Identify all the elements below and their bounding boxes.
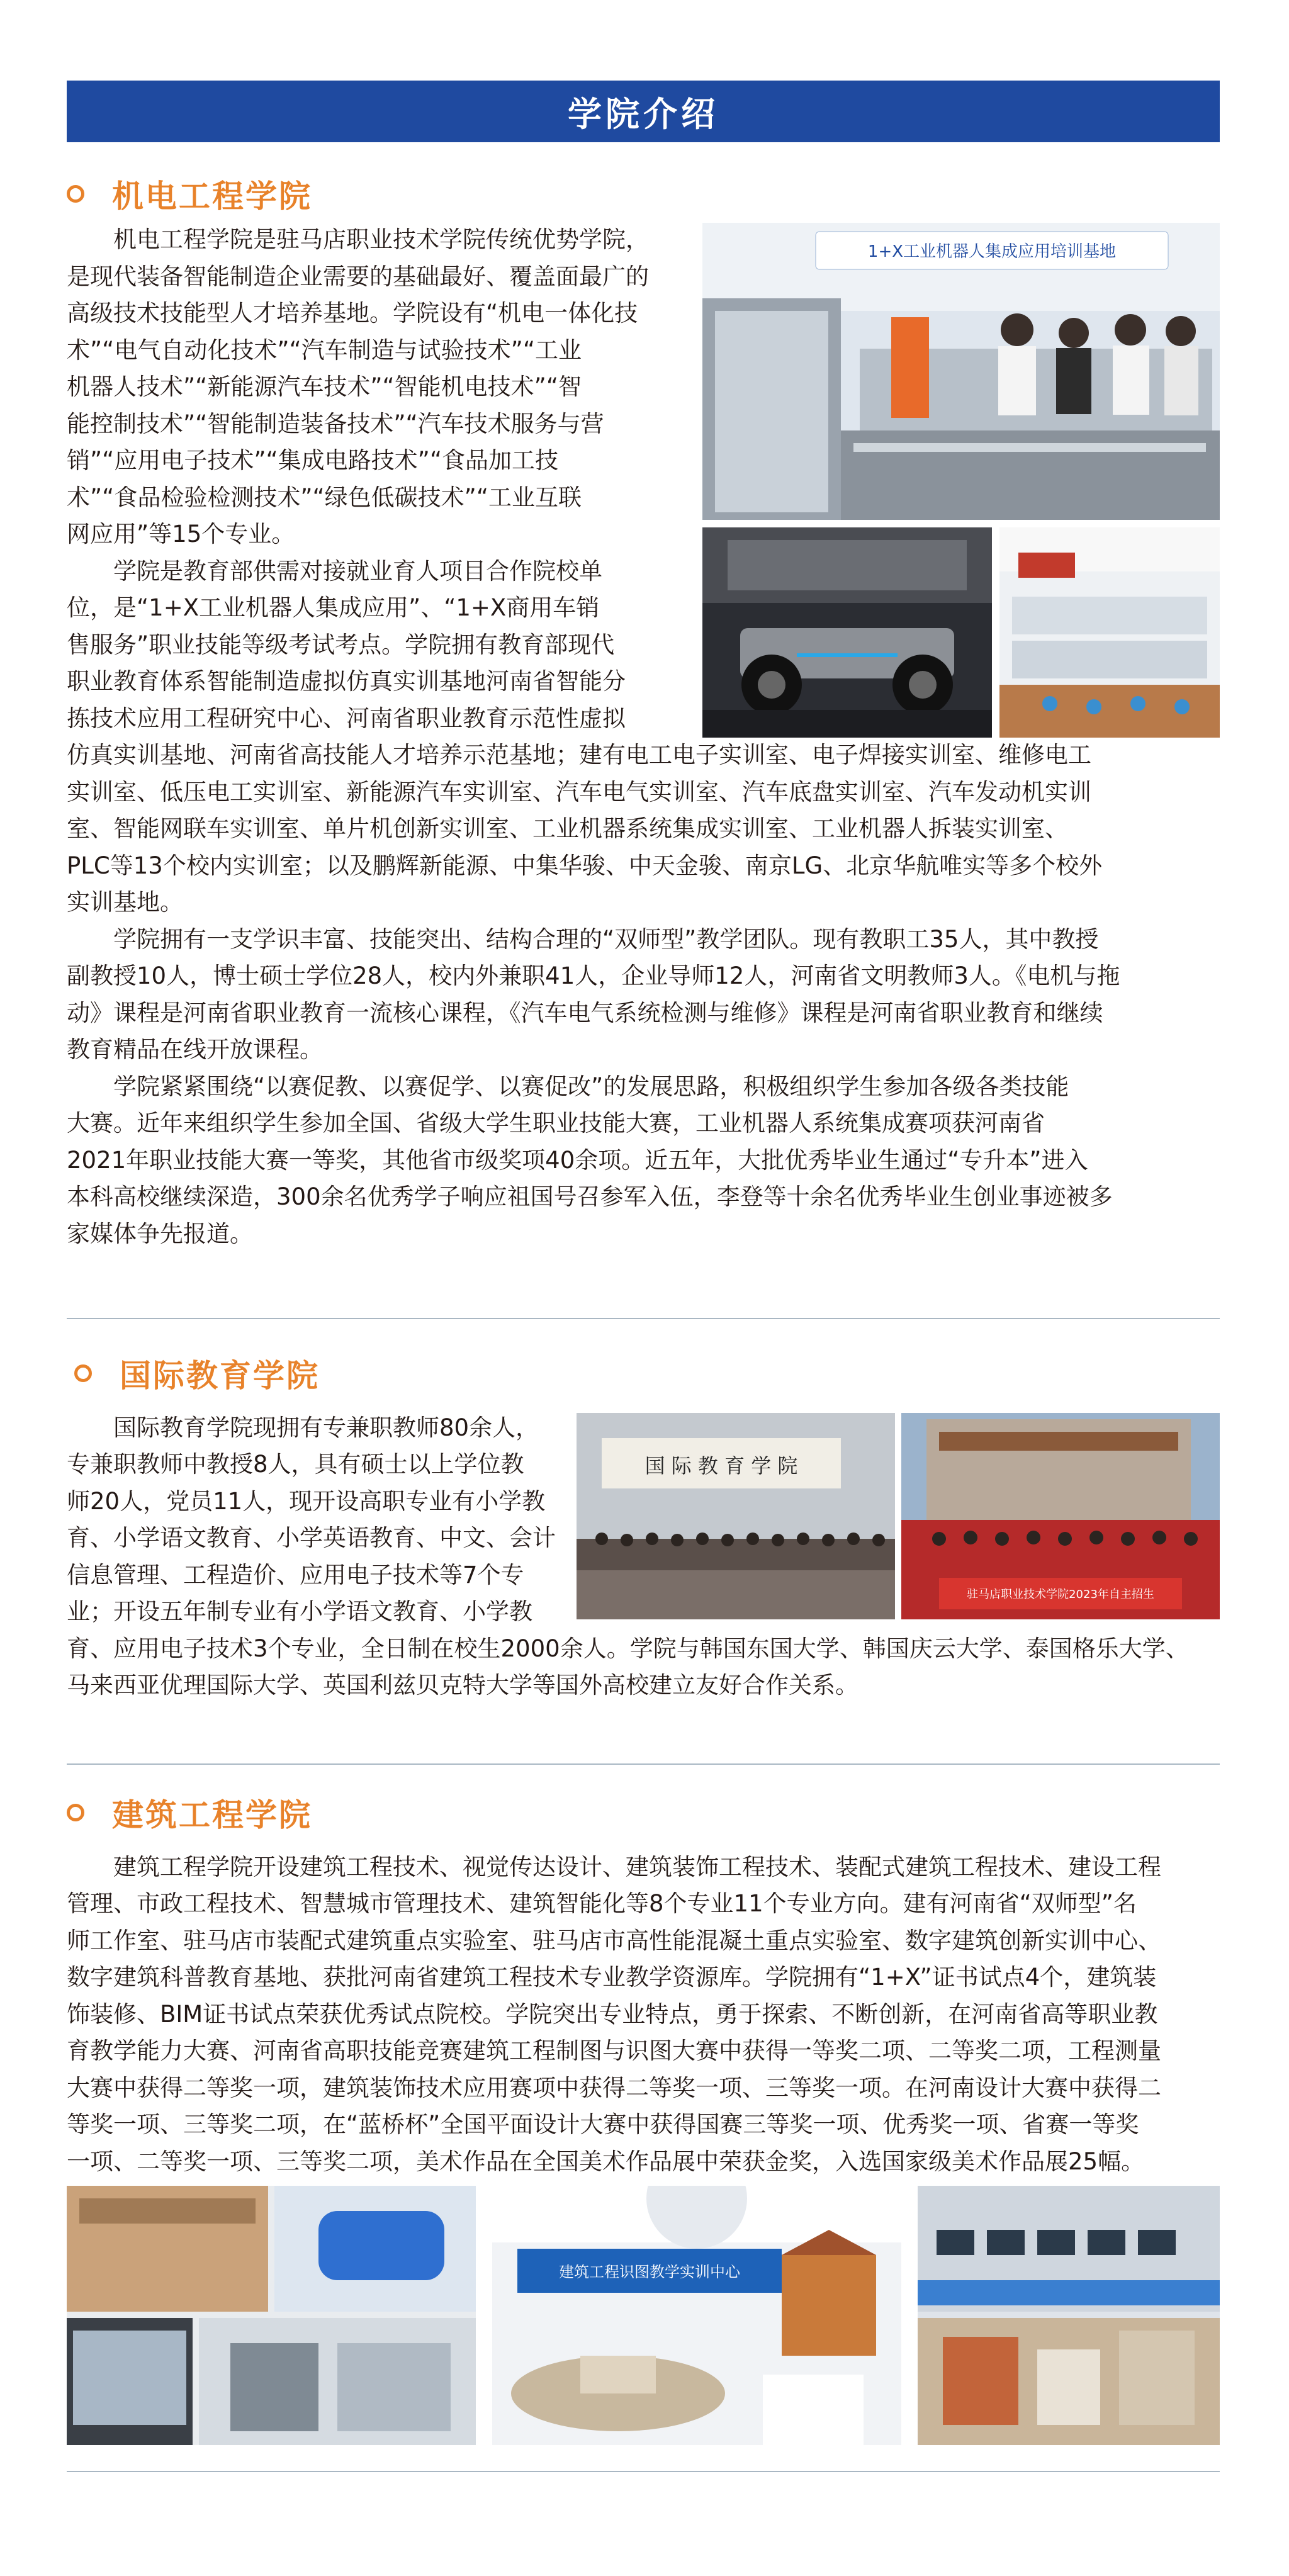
circle-bullet-icon [74,1364,92,1382]
text-line: 位，是“1+X工业机器人集成应用”、“1+X商用车销 [67,594,600,621]
circle-bullet-icon [67,185,84,203]
text-line: 机电工程学院是驻马店职业技术学院传统优势学院， [113,226,649,253]
section-divider [67,1763,1220,1765]
text-line: 师20人，党员11人，现开设高职专业有小学教 [67,1488,546,1515]
text-line: 大赛。近年来组织学生参加全国、省级大学生职业技能大赛，工业机器人系统集成赛项获河南省 [67,1110,1045,1137]
text-line: 学院是教育部供需对接就业育人项目合作院校单 [113,558,602,585]
text-line: 马来西亚优理国际大学、英国利兹贝克特大学等国外高校建立友好合作关系。 [67,1672,858,1699]
text-line: 建筑工程学院开设建筑工程技术、视觉传达设计、建筑装饰工程技术、装配式建筑工程技术、建设工程 [113,1853,1161,1881]
text-line: PLC等13个校内实训室；以及鹏辉新能源、中集华骏、中天金骏、南京LG、北京华航唯实等多个校外 [67,852,1103,879]
section-title-text: 国际教育学院 [120,1358,320,1394]
text-line: 2021年职业技能大赛一等奖，其他省市级奖项40余项。近五年，大批优秀毕业生通过“专升本”进入 [67,1147,1088,1174]
text-line: 销”“应用电子技术”“集成电路技术”“食品加工技 [67,447,559,474]
text-line: 育、小学语文教育、小学英语教育、中文、会计 [67,1524,556,1551]
text-line: 动》课程是河南省职业教育一流核心课程，《汽车电气系统检测与维修》课程是河南省职业教育和继续 [67,999,1103,1026]
text-line: 育教学能力大赛、河南省高职技能竞赛建筑工程制图与识图大赛中获得一等奖二项、二等奖二项，工程测量 [67,2037,1161,2064]
photo-car-chassis-lab [702,527,992,738]
text-line: 机器人技术”“新能源汽车技术”“智能机电技术”“智 [67,373,582,400]
text-line: 专兼职教师中教授8人，具有硕士以上学位教 [67,1451,524,1478]
section-title-international [74,1351,320,1396]
text-line: 大赛中获得二等奖一项，建筑装饰技术应用赛项中获得二等奖一项、三等奖一项。在河南设计大赛中获得二 [67,2074,1161,2101]
photo-sign-international: 国 际 教 育 学 院 [644,1454,798,1478]
photo-international-group [577,1413,895,1619]
text-line: 实训基地。 [67,889,183,916]
text-line: 学院紧紧围绕“以赛促教、以赛促学、以赛促改”的发展思路，积极组织学生参加各级各类技能 [113,1073,1069,1100]
text-line: 网应用”等15个专业。 [67,520,295,548]
text-line: 数字建筑科普教育基地、获批河南省建筑工程技术专业教学资源库。学院拥有“1+X”证书试点4个，建筑装 [67,1964,1157,1991]
text-line: 职业教育体系智能制造虚拟仿真实训基地河南省智能分 [67,668,626,695]
text-line: 本科高校继续深造，300余名优秀学子响应祖国号召参军入伍，李登等十余名优秀毕业生创业事迹被多 [67,1183,1113,1210]
photo-architecture-model [492,2186,901,2445]
text-line: 育、应用电子技术3个专业，全日制在校生2000余人。学院与韩国东国大学、韩国庆云大学、泰国格乐大学、 [67,1635,1189,1662]
photo-architecture-studio [67,2186,476,2445]
text-line: 学院拥有一支学识丰富、技能突出、结构合理的“双师型”教学团队。现有教职工35人，其中教授 [113,926,1099,953]
photo-sign-robot-lab: 1+X工业机器人集成应用培训基地 [867,242,1117,261]
photo-sign-architecture: 建筑工程识图教学实训中心 [559,2263,740,2281]
photo-robot-lab [702,223,1220,520]
text-line: 术”“电气自动化技术”“汽车制造与试验技术”“工业 [67,337,582,364]
photo-sign-banner: 驻马店职业技术学院2023年自主招生 [967,1588,1154,1601]
section-title-architecture [67,1790,312,1835]
page-title: 学院介绍 [568,94,719,134]
text-line: 一项、二等奖一项、三等奖二项，美术作品在全国美术作品展中荣获金奖，入选国家级美术作品展25幅。 [67,2148,1145,2175]
text-line: 业；开设五年制专业有小学语文教育、小学教 [67,1598,532,1625]
photo-electrical-lab [999,527,1220,738]
text-line: 等奖一项、三等奖二项，在“蓝桥杯”全国平面设计大赛中获得国赛三等奖一项、优秀奖一项、省赛一等奖 [67,2111,1139,2138]
text-line: 高级技术技能型人才培养基地。学院设有“机电一体化技 [67,300,638,327]
section-divider [67,2471,1220,2472]
text-line: 室、智能网联车实训室、单片机创新实训室、工业机器系统集成实训室、工业机器人拆装实训室、 [67,815,1068,842]
text-line: 拣技术应用工程研究中心、河南省职业教育示范性虚拟 [67,705,626,732]
text-line: 教育精品在线开放课程。 [67,1036,323,1063]
text-line: 饰装修、BIM证书试点荣获优秀试点院校。学院突出专业特点，勇于探索、不断创新，在河南省高等职业教 [67,2001,1158,2028]
text-line: 副教授10人，博士硕士学位28人，校内外兼职41人，企业导师12人，河南省文明教师3人。《电机与拖 [67,962,1120,989]
text-line: 仿真实训基地、河南省高技能人才培养示范基地；建有电工电子实训室、电子焊接实训室、维修电工 [67,741,1091,768]
page-title-banner [67,81,1220,142]
photo-architecture-lab [918,2186,1220,2445]
text-line: 国际教育学院现拥有专兼职教师80余人， [113,1414,539,1441]
text-line: 术”“食品检验检测技术”“绿色低碳技术”“工业互联 [67,484,582,511]
text-line: 信息管理、工程造价、应用电子技术等7个专 [67,1561,524,1589]
text-line: 售服务”职业技能等级考试考点。学院拥有教育部现代 [67,631,615,658]
text-line: 家媒体争先报道。 [67,1220,253,1247]
section-title-text: 建筑工程学院 [112,1797,312,1833]
circle-bullet-icon [67,1804,84,1821]
text-line: 管理、市政工程技术、智慧城市管理技术、建筑智能化等8个专业11个专业方向。建有河南省“双师型”名 [67,1890,1137,1917]
text-line: 实训室、低压电工实训室、新能源汽车实训室、汽车电气实训室、汽车底盘实训室、汽车发动机实训 [67,779,1091,806]
section-title-text: 机电工程学院 [112,178,312,215]
section-title-mechatronics [67,171,312,217]
section-divider [67,1318,1220,1319]
text-line: 能控制技术”“智能制造装备技术”“汽车技术服务与营 [67,410,604,437]
text-line: 师工作室、驻马店市装配式建筑重点实验室、驻马店市高性能混凝土重点实验室、数字建筑创新实训中心、 [67,1927,1161,1954]
photo-international-banner [901,1413,1220,1619]
text-line: 是现代装备智能制造企业需要的基础最好、覆盖面最广的 [67,263,649,290]
